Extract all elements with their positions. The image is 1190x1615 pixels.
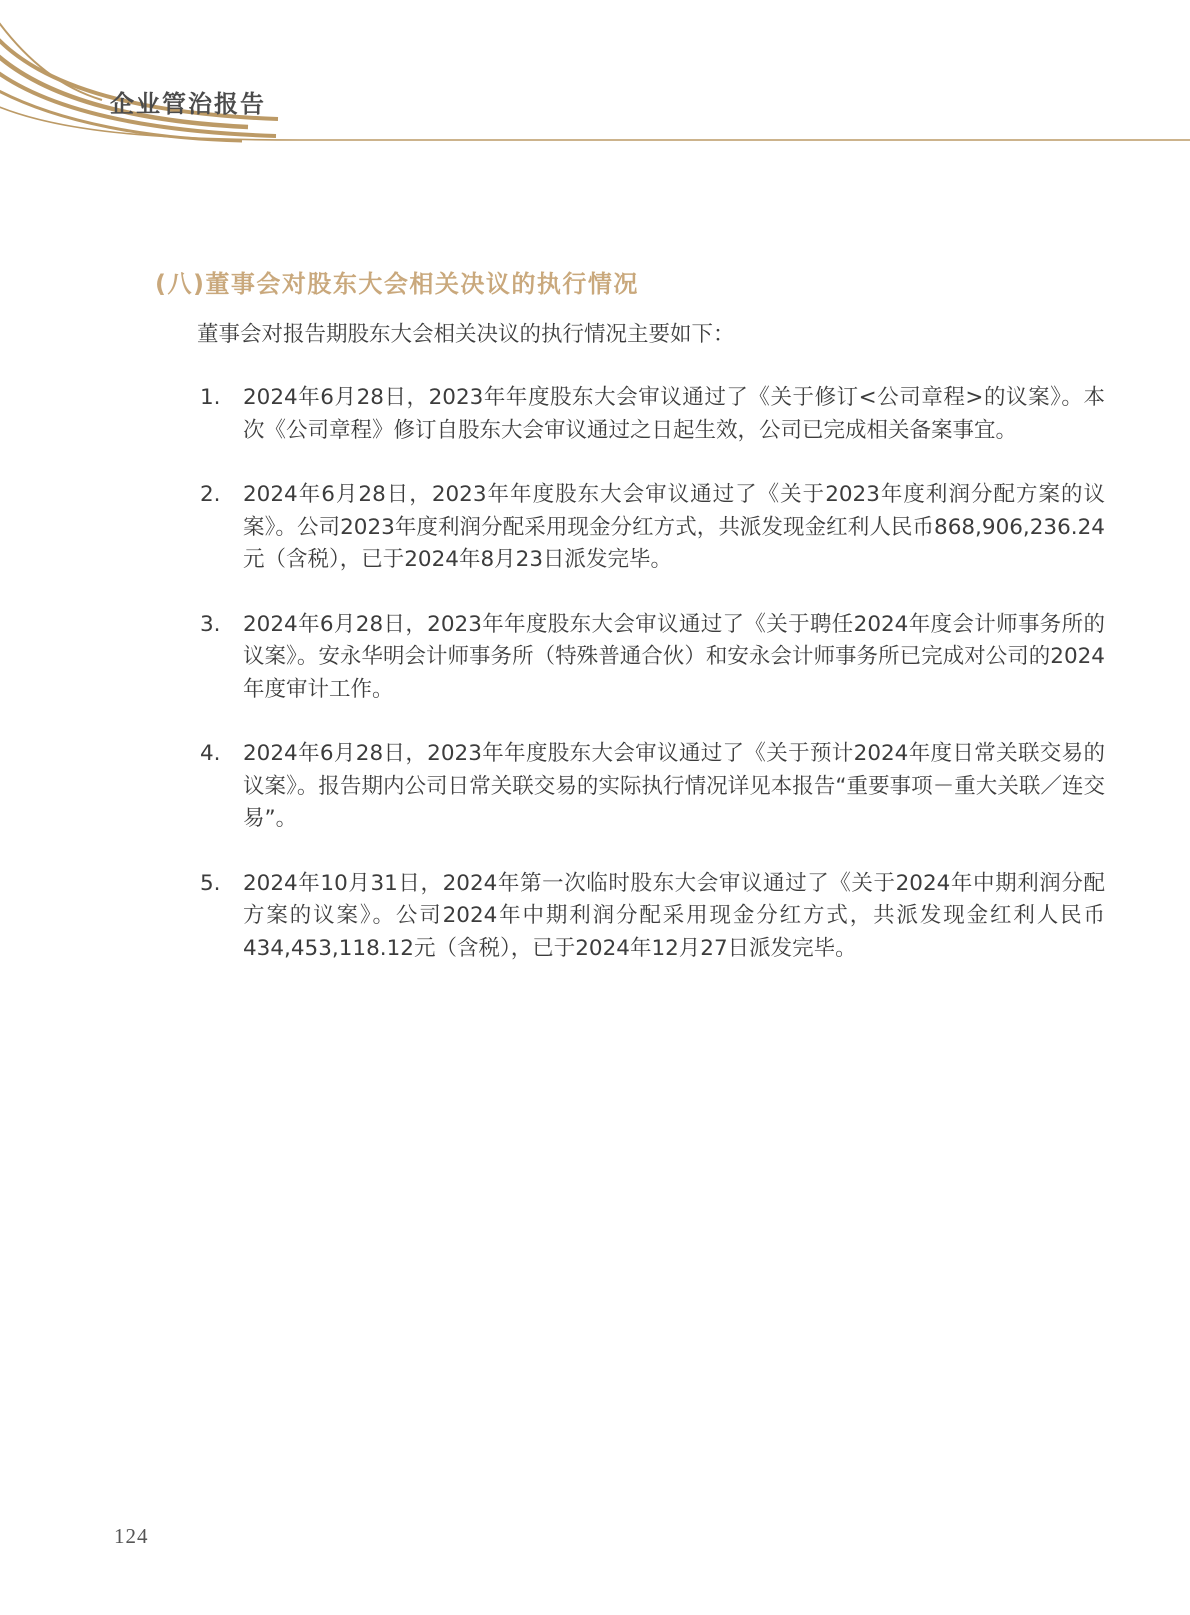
list-item-number: 4.	[200, 741, 221, 766]
list-item-text: 2024年6月28日，2023年年度股东大会审议通过了《关于聘任2024年度会计师事务所的议案》。安永华明会计师事务所（特殊普通合伙）和安永会计师事务所已完成对公司的2024年度审计工作。	[243, 611, 1105, 702]
list-item	[200, 868, 1105, 966]
list-item-text: 2024年6月28日，2023年年度股东大会审议通过了《关于修订<公司章程>的议案》。本次《公司章程》修订自股东大会审议通过之日起生效，公司已完成相关备案事宜。	[243, 385, 1105, 443]
list-item	[200, 738, 1105, 836]
brand-swoosh-logo	[0, 0, 1190, 150]
page-number: 124	[114, 1524, 149, 1548]
list-item-text: 2024年6月28日，2023年年度股东大会审议通过了《关于预计2024年度日常关联交易的议案》。报告期内公司日常关联交易的实际执行情况详见本报告“重要事项－重大关联／连交易”。	[243, 741, 1105, 831]
list-item-text: 2024年6月28日，2023年年度股东大会审议通过了《关于2023年度利润分配方案的议案》。公司2023年度利润分配采用现金分红方式，共派发现金红利人民币868,906,236.24元（含税），已于2024年8月23日派发完毕。	[243, 482, 1105, 572]
header-title: 企业管治报告	[110, 92, 266, 118]
list-item-number: 2.	[200, 482, 221, 507]
list-item-number: 1.	[200, 385, 221, 410]
section-intro: 董事会对报告期股东大会相关决议的执行情况主要如下：	[197, 322, 735, 347]
list-item-number: 3.	[200, 611, 221, 637]
section-heading: (八)董事会对股东大会相关决议的执行情况	[155, 270, 639, 298]
list-item-number: 5.	[200, 870, 221, 896]
list-item	[200, 382, 1105, 447]
list-item-text: 2024年10月31日，2024年第一次临时股东大会审议通过了《关于2024年中期利润分配方案的议案》。公司2024年中期利润分配采用现金分红方式，共派发现金红利人民币434,453,118.12元（含税），已于2024年12月27日派发完毕。	[243, 870, 1105, 961]
list-item	[200, 479, 1105, 577]
resolution-list	[200, 382, 1105, 997]
list-item	[200, 609, 1105, 707]
